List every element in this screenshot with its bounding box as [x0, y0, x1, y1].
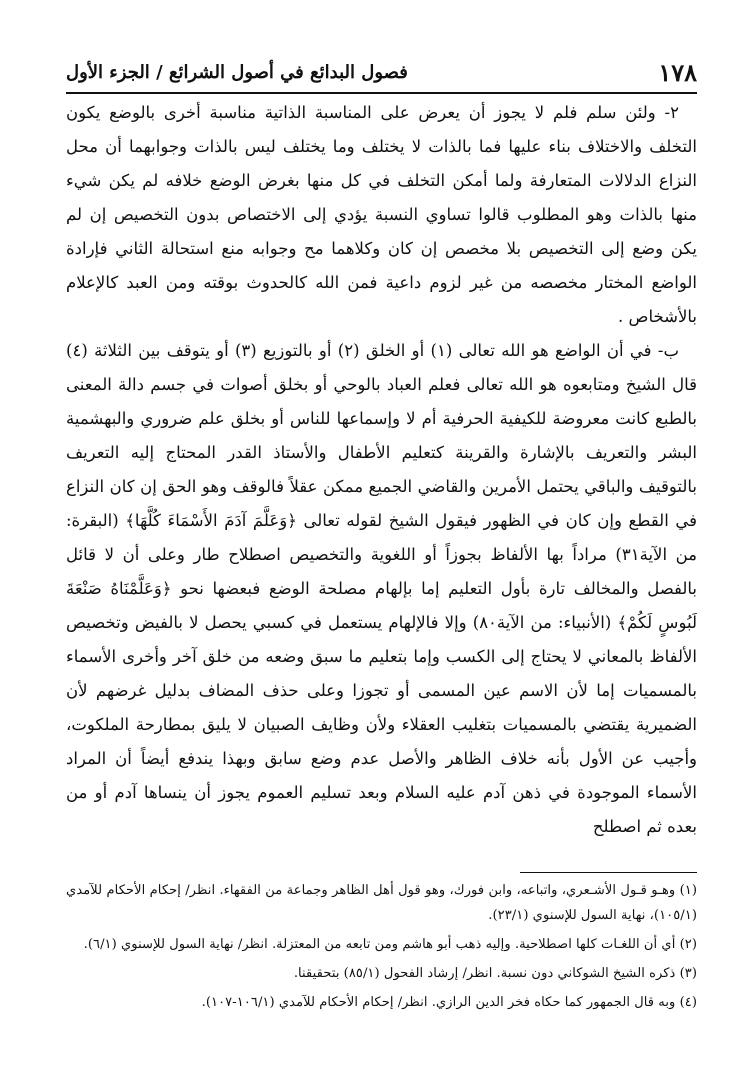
footnote-2: (٢) أي أن اللغـات كلها اصطلاحية. وإليه ذهب أبو هاشم ومن تابعه من المعتزلة. انظر/ نهاية السول للإسنوي (٦/١).: [83, 937, 697, 952]
page-number: ١٧٨: [658, 57, 697, 87]
running-title: فصول البدائع في أصول الشرائع / الجزء الأول: [66, 61, 408, 83]
footnote-4: (٤) وبه قال الجمهور كما حكاه فخر الدين الرازي. انظر/ إحكام الأحكام للآمدي (١٠٦/١-١٠٧).: [201, 995, 697, 1010]
footnote-divider: [520, 872, 697, 873]
footnotes: [66, 878, 697, 1019]
footnote-3: (٣) ذكره الشيخ الشوكاني دون نسبة. انظر/ إرشاد الفحول (٨٥/١) بتحقيقنا.: [293, 966, 697, 981]
main-text: [66, 96, 697, 844]
footnote-1: (١) وهـو قـول الأشـعري، واتباعه، وابن فورك، وهو قول أهل الظاهر وجماعة من الفقهاء. انظر/ إحكام الأحكام للآمدي (١٠٥/١)، نهاية السول للإسنوي (٢٣/١).: [66, 883, 697, 923]
paragraph-b: ب- في أن الواضع هو الله تعالى (١) أو الخلق (٢) أو بالتوزيع (٣) أو يتوقف بين الثلاثة (٤) قال الشيخ ومتابعوه هو الله تعالى فعلم العباد بالوحي أو بخلق أصوات في جسم دالة المعنى بالطبع كانت معروضة للكيفية الحرفية أم لا وإسماعها للناس أو بخلق علم ضروري والبهشمية البشر والتعريف بالإشارة والقرينة كتعليم الأطفال والأستاذ القدر المحتاج إليه التعريف بالتوقيف والباقي يحتمل الأمرين والقاضي الجميع ممكن عقلاً فالوقف وهو الحق إن كان النزاع في القطع وإن كان في الظهور فيقول الشيخ لقوله تعالى ﴿وَعَلَّمَ آدَمَ الأَسْمَاءَ كُلَّهَا﴾ (البقرة: من الآية٣١) مراداً بها الألفاظ بجوزاً أو اللغوية والتخصيص اصطلاح طار وعلى أن لا قائل بالفصل والمخالف تارة بأول التعليم إما بإلهام مصلحة الوضع فبعضها نحو ﴿وَعَلَّمْنَاهُ صَنْعَةَ لَبُوسٍ لَكُمْ﴾ (الأنبياء: من الآية٨٠) وإلا فالإلهام يستعمل في كسبي يحصل لا بالفيض وتخصيص الألفاظ بالمعاني لا يحتاج إلى الكسب وإما بتعليم ما سبق وضعه من خلق آخر وأخرى الأسماء بالمسميات إما لأن الاسم عين المسمى أو تجوزا وعلى حذف المضاف بدليل غرضهم لأن الضميرية يقتضي بالمسميات بتغليب العقلاء ولأن وظايف الصبيان لا يليق بمطارحة الملكوت، وأجيب عن الأول بأنه خلاف الظاهر والأصل عدم وضع سابق وبهذا يندفع أيضاً أن المراد الأسماء الموجودة في ذهن آدم عليه السلام وبعد تسليم العموم يجوز أن ينساها آدم أو من بعده ثم اصطلح: [66, 341, 698, 836]
page-header: [66, 52, 697, 94]
paragraph-2: ٢- ولئن سلم فلم لا يجوز أن يعرض على المناسبة الذاتية مناسبة أخرى بالوضع يكون التخلف والاختلاف بناء عليها فما بالذات لا يختلف وما يختلف ليس بالذات وجوابهما أن محل النزاع الدلالات المتعارفة ولما أمكن التخلف في كل منها بغرض الوضع خلافه لم يكن شيء منها بالذات وهو المطلوب قالوا تساوي النسبة يؤدي إلى الاختصاص بدون التخصيص إن لم يكن وضع إلى التخصيص بلا مخصص إن كان وكلاهما مح وجوابه منع استحالة الثاني فإرادة الواضع المختار مخصصه من غير لزوم داعية فمن الله كالحدوث بوقته ومن العبد كالإعلام بالأشخاص .: [66, 103, 697, 326]
